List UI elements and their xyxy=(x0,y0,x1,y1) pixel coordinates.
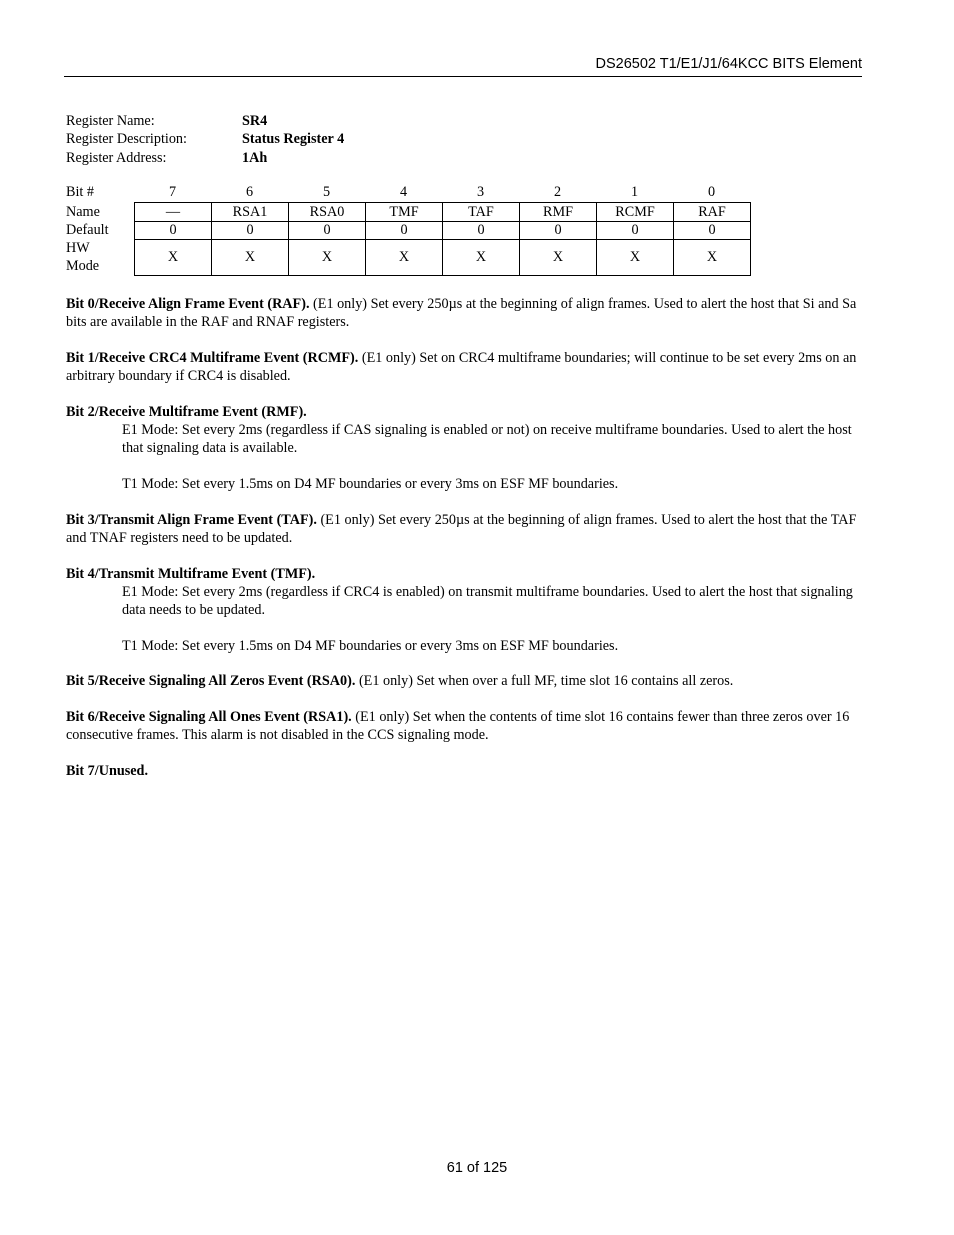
bit-number: 1 xyxy=(630,184,639,200)
bit1-description xyxy=(66,349,862,385)
table-row-name xyxy=(66,203,751,222)
row-label-hw: HW xyxy=(66,240,90,256)
bit-default-cell: 0 xyxy=(135,222,212,240)
bit2-title: Bit 2/Receive Multiframe Event (RMF). xyxy=(66,403,307,420)
bit-number: 5 xyxy=(322,184,331,200)
bit7-description xyxy=(66,762,862,780)
row-label-default: Default xyxy=(66,222,109,238)
bit-descriptions xyxy=(66,295,862,798)
register-address-value: 1Ah xyxy=(242,149,268,166)
bit-default-cell: 0 xyxy=(212,222,289,240)
table-row-default xyxy=(66,222,751,240)
bit-default-cell: 0 xyxy=(443,222,520,240)
register-info xyxy=(66,112,344,167)
register-name-row xyxy=(66,112,344,130)
bit3-text: (E1 only) Set every 250µs at the beginning of align frames. Used to alert the host that the TAF and TNAF registers need to be updated. xyxy=(66,511,857,546)
register-address-label: Register Address: xyxy=(66,149,167,166)
row-label-name: Name xyxy=(66,203,100,220)
bit-default-cell: 0 xyxy=(674,222,751,240)
register-name-value: SR4 xyxy=(242,113,268,129)
bit-name-cell: TMF xyxy=(366,203,443,222)
register-bit-table xyxy=(66,202,751,276)
bit-number: 7 xyxy=(168,184,177,200)
bit4-title: Bit 4/Transmit Multiframe Event (TMF). xyxy=(66,565,316,582)
bit-number-label: Bit # xyxy=(66,184,94,200)
bit-name-cell: RAF xyxy=(674,203,751,222)
bit-name-cell: RSA1 xyxy=(212,203,289,222)
bit6-text: (E1 only) Set when the contents of time slot 16 contains fewer than three zeros over 16 consecutive frames. This alarm is not disabled in the CCS signaling mode. xyxy=(66,709,850,744)
page-number: 61 of 125 xyxy=(446,1160,508,1176)
bit0-text: (E1 only) Set every 250µs at the beginning of align frames. Used to alert the host that Si and Sa bits are available in the RAF and RNAF registers. xyxy=(66,296,857,331)
bit1-text: (E1 only) Set on CRC4 multiframe boundaries; will continue to be set every 2ms on an arbitrary boundary if CRC4 is disabled. xyxy=(66,349,857,385)
register-description-label: Register Description: xyxy=(66,131,187,148)
bit3-title: Bit 3/Transmit Align Frame Event (TAF). xyxy=(66,511,317,528)
bit0-description xyxy=(66,295,862,331)
row-label-mode: Mode xyxy=(66,257,100,274)
bit-default-cell: 0 xyxy=(597,222,674,240)
bit4-title-line xyxy=(66,565,862,583)
bit-number-row xyxy=(66,183,766,201)
bit-hw-cell: X xyxy=(212,240,289,276)
page-header xyxy=(64,56,862,77)
bit-name-cell: TAF xyxy=(443,203,520,222)
row-label-hw-mode xyxy=(66,240,135,276)
bit-hw-cell: X xyxy=(520,240,597,276)
register-description-value: Status Register 4 xyxy=(242,131,345,148)
bit-name-cell: — xyxy=(135,203,212,222)
bit-number: 0 xyxy=(707,184,716,200)
register-name-label: Register Name: xyxy=(66,113,155,129)
register-address-row xyxy=(66,149,344,167)
register-description-row xyxy=(66,130,344,148)
bit4-e1-mode: E1 Mode: Set every 2ms (regardless if CRC4 is enabled) on transmit multiframe boundaries. Used to alert the host that signaling data needs to be updated. xyxy=(122,583,853,618)
bit-name-cell: RCMF xyxy=(597,203,674,222)
bit-default-cell: 0 xyxy=(366,222,443,240)
bit-number: 4 xyxy=(399,184,408,200)
bit5-description xyxy=(66,672,862,690)
bit-hw-cell: X xyxy=(135,240,212,276)
bit5-text: (E1 only) Set when over a full MF, time slot 16 contains all zeros. xyxy=(355,673,734,690)
bit-name-cell: RSA0 xyxy=(289,203,366,222)
bit6-title: Bit 6/Receive Signaling All Ones Event (RSA1). xyxy=(66,709,352,726)
bit-name-cell: RMF xyxy=(520,203,597,222)
bit-number: 3 xyxy=(476,184,485,200)
bit-hw-cell: X xyxy=(289,240,366,276)
bit2-title-line xyxy=(66,403,862,421)
bit7-title: Bit 7/Unused. xyxy=(66,762,148,779)
bit0-title: Bit 0/Receive Align Frame Event (RAF). xyxy=(66,296,310,312)
document-title: DS26502 T1/E1/J1/64KCC BITS Element xyxy=(595,56,862,72)
table-row-hw-mode xyxy=(66,240,751,276)
bit6-description xyxy=(66,708,862,744)
bit-hw-cell: X xyxy=(674,240,751,276)
bit-number: 6 xyxy=(245,184,254,200)
bit-hw-cell: X xyxy=(366,240,443,276)
bit5-title: Bit 5/Receive Signaling All Zeros Event (RSA0). xyxy=(66,673,356,690)
bit4-t1-mode: T1 Mode: Set every 1.5ms on D4 MF boundaries or every 3ms on ESF MF boundaries. xyxy=(122,637,619,654)
bit2-t1-mode: T1 Mode: Set every 1.5ms on D4 MF boundaries or every 3ms on ESF MF boundaries. xyxy=(122,475,619,492)
bit-default-cell: 0 xyxy=(289,222,366,240)
bit3-description xyxy=(66,511,862,547)
bit-number: 2 xyxy=(553,184,562,200)
bit2-e1-mode: E1 Mode: Set every 2ms (regardless if CAS signaling is enabled or not) on receive multiframe boundaries. Used to alert the host that signaling data is available. xyxy=(122,422,852,457)
bit-default-cell: 0 xyxy=(520,222,597,240)
bit-hw-cell: X xyxy=(443,240,520,276)
bit-hw-cell: X xyxy=(597,240,674,276)
bit1-title: Bit 1/Receive CRC4 Multiframe Event (RCMF). xyxy=(66,349,359,366)
